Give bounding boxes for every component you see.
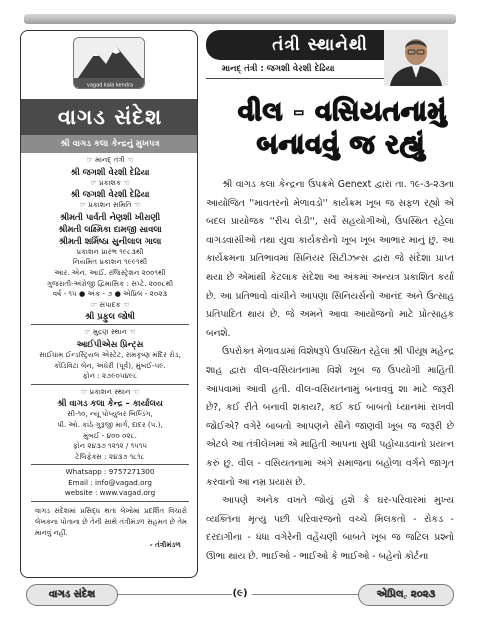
website-link[interactable]: website : www.vagad.org	[64, 488, 156, 498]
whatsapp-number: Whatsapp : 9757271300	[65, 467, 155, 477]
credit-name: શ્રીમતી શર્મિષ્ઠા સુનીલાલ ગાલા	[58, 235, 162, 246]
credit-label: ☞ માનદ્ તંત્રી ☜	[86, 155, 134, 164]
credit-label: વર્ષ - ૧૫ ● અંક - ૭ ● એપ્રિલ - ૨૦૨૩	[52, 289, 168, 299]
article-paragraph: આપણે અનેક વખતે જોયું હશે કે ઘર-પરિવારમાં મુખ્ય વ્યક્તિના મૃત્યુ પછી પરિવારજનો વચ્ચે મિલકતો - રોકડ - દરદાગીના - ધંધા વગેરેની વહેંચણી બાબતે ખૂબ જ જટિલ પ્રશ્નો ઊભા થાય છે. ભાઈઓ - ભાઈઓ કે ભાઈઓ - બહેનો કોર્ટના	[206, 495, 454, 562]
masthead-sidebar	[20, 30, 198, 578]
article-body	[206, 176, 454, 566]
office-details	[25, 387, 195, 463]
credit-name: શ્રીમતી પાર્વતી નેણશી ખીરાણી	[59, 211, 161, 222]
footer-issue-date: એપ્રિલ, ૨૦૨૩	[358, 584, 454, 606]
credit-label: નિયમિત પ્રકાશન ૧૯૯૧થી	[72, 257, 148, 267]
credit-label: ટેલિફેક્સ : ૨૪૩૭ ૧૮૧૮	[75, 451, 145, 461]
credit-name: શ્રી જગશી વેરશી દેઢિયા	[70, 189, 150, 200]
divider	[31, 464, 189, 465]
credit-label: પી. ઓ. કાંઠે ગુરૂજી માર્ગ, દાદર (પ.),	[57, 419, 163, 429]
credit-label: ફોન : ૨૭૯૦૫૪૯૮	[82, 371, 138, 381]
title-line-2: બનાવવું જ રહ્યું	[256, 130, 426, 160]
credit-name: શ્રી જગશી વેરશી દેઢિયા	[70, 166, 150, 177]
credit-label: ☞ પ્રકાશક ☜	[90, 177, 130, 187]
article-title	[232, 96, 450, 162]
divider	[31, 384, 189, 385]
credit-label: સાઈધામ ઈન્ડસ્ટ્રિયલ એસ્ટેટ, રામકૃષ્ણ મંદિર રોડ,	[39, 349, 181, 359]
credit-label: સી-૧૦, ન્યૂ પોપ્યુલર બિલ્ડિંગ,	[67, 409, 153, 419]
article-paragraph: ઉપરોક્ત મેળાવડામાં વિશેષરૂપે ઉપસ્થિત રહેલા શ્રી પીયૂષ મહેન્દ્ર શાહ દ્વારા વીલ-વસિયતનામા વિશે ખૂબ જ ઉપયોગી માહિતી આપવામાં આવી હતી. વીલ-વસિયતનામું બનાવવું શા માટે જરૂરી છે?, કઈ રીતે બનાવી શકાય?, કઈ કઈ બાબતો ધ્યાનમાં રાખવી જોઈએ? વગેરે બાબતો આપણને સૌને જાણવી ખૂબ જ જરૂરી છે એટલે આ તંત્રીલેખમાં એ માહિતી આપના સુધી પહોંચાડવાનો પ્રયત્ન કરું છું. વીલ - વસિયતનામા અંગે સમાજના બહોળા વર્ગને જાગૃત કરવાનો આ નમ્ર પ્રયાસ છે.	[206, 346, 454, 488]
credit-name: આઈપીએસ પ્રિન્ટ્સ	[76, 338, 144, 349]
editorial-banner: તંત્રી સ્થાનેથી	[206, 30, 434, 60]
credit-name: શ્રી વાગડ કલા કેન્દ્ર – કાર્યાલય	[57, 398, 163, 409]
contact-block	[25, 467, 195, 498]
publication-details	[21, 155, 198, 550]
page-number: (૯)	[232, 588, 248, 599]
footer-rule-left	[118, 594, 232, 595]
credit-label: ફોન ૨૪૩૭ ૧૨૧૨ / ૧૫૧૫	[72, 441, 148, 451]
publication-credits	[25, 155, 195, 322]
footer-rule-right	[252, 594, 360, 595]
credit-label: પ્રકાશન પ્રારંભ ૧૯૮૩થી	[76, 246, 144, 256]
title-line-1	[232, 96, 450, 129]
divider	[31, 324, 189, 325]
editor-portrait-icon	[384, 30, 448, 86]
credit-label: ગુજરાતી-અંગ્રેજી દ્વિમાસિક : સપ્ટે. ૨૦૦૮થી	[46, 278, 174, 288]
mountain-logo-icon	[74, 38, 145, 89]
article-paragraph: શ્રી વાગડ કલા કેન્દ્રના ઉપક્રમે Genext દ્વારા તા. ૧૯-૩-૨૩ના આયોજિત ''માવતરનો મેળાવડો'' કાર્યક્રમ ખૂબ જ સફળ રહ્યો એ બદલ પ્રાયોજક ''રીચ લેડી'', સર્વે સહયોગીઓ, ઉપસ્થિત રહેલા વાગડવાસીઓ તથા યુવા કાર્યકરોનો ખૂબ ખૂબ આભાર માનું છું. આ કાર્યક્રમના પ્રતિભાવમાં સિનિયર સિટીઝન્સ દ્વારા જે સંદેશા પ્રાપ્ત થયા છે એમાંથી કેટલાક સંદેશા આ અંકમાં અન્યત્ર પ્રકાશિત કર્યા છે. આ પ્રતિભાવો વાંચીને આપણા સિનિયર્સનો આનંદ અને ઉત્સાહ પ્રતિપાદિત થાય છે. જે અમને આવા આયોજનો માટે પ્રોત્સાહક બનશે.	[206, 179, 454, 339]
credit-label: મુંબઈ - ૪૦૦ ૦૨૮.	[83, 430, 137, 440]
newsletter-title: વાગડ સંદેશ	[21, 99, 198, 135]
credit-label: ☞ સંપાદક ☜	[90, 299, 130, 309]
credit-name: શ્રીમતી લક્ષ્મિકા દામજી સાવલા	[58, 223, 162, 234]
title-word-vasiyatnamu: વસિયતનામું	[315, 97, 447, 127]
newsletter-subtitle: શ્રી વાગડ કલા કેન્દ્રનું મુખપત્ર	[21, 135, 198, 153]
byline-underline	[206, 78, 384, 79]
top-decorative-bar	[24, 14, 456, 24]
credit-label: કોંડિવિટા લેન, અંધેરી (પૂર્વ), મુંબઈ-૫૯.	[54, 360, 166, 370]
disclaimer-text: વાગડ સંદેશમાં પ્રસિદ્ધ થતાં લેખોમાં પ્રદર્શિત વિચારો લેખકના પોતાના છે તેની સાથે તંત્રીમંડળ સહમત છે તેમ માનવું નહીં.	[35, 506, 187, 537]
credit-label: ☞ મુદ્રણ સ્થાન ☜	[84, 327, 136, 337]
credit-label: આર. એન. આઈ. રજિસ્ટ્રેશન ૨૦૦૧થી	[54, 267, 166, 277]
credit-name: શ્રી પ્રફુલ જોષી	[85, 311, 135, 322]
footer-publication-name: વાગડ સંદેશ	[26, 584, 118, 606]
disclaimer-signoff: - તંત્રીમંડળ	[149, 539, 181, 549]
credit-label: ☞ પ્રકાશન સમિતિ ☜	[79, 200, 141, 210]
email-address[interactable]: Email : info@vagad.org	[68, 477, 152, 487]
editor-byline: માનદ્ તંત્રી : જગશી વેરશી દેઢિયા	[222, 64, 335, 74]
printer-details	[25, 327, 195, 381]
credit-label: ☞ પ્રકાશન સ્થાન ☜	[80, 386, 140, 396]
vagad-kala-kendra-logo	[73, 37, 145, 89]
divider	[31, 501, 189, 502]
editor-portrait	[384, 30, 448, 86]
title-word-will: વીલ -	[238, 97, 306, 127]
logo-caption: vagad kala kendra	[86, 82, 134, 89]
